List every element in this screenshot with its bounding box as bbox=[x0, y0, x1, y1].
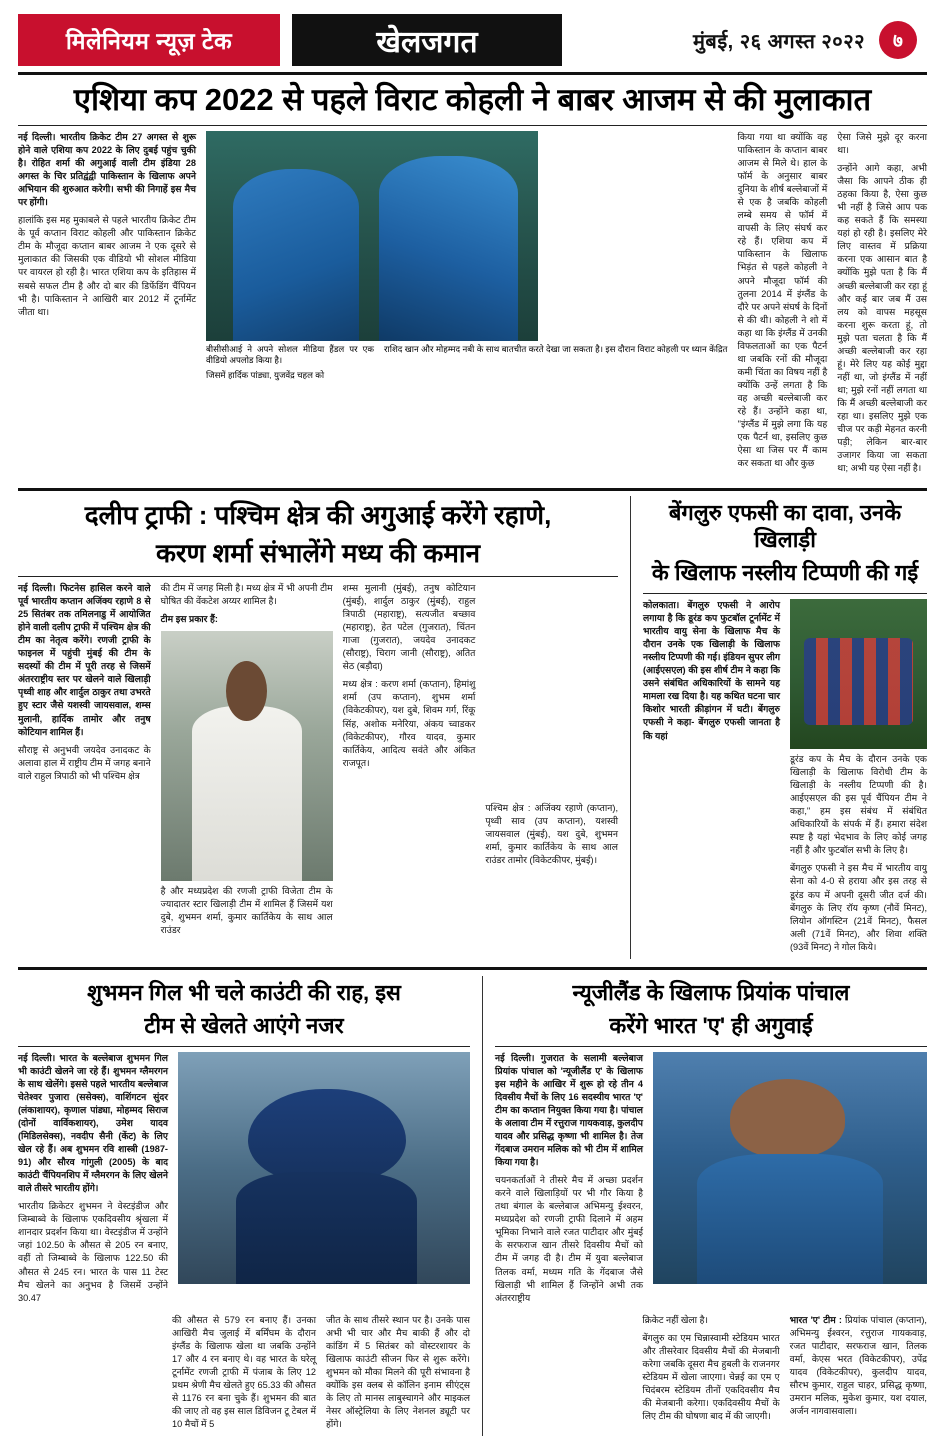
story2-p3: की टीम में जगह मिली है। मध्य क्षेत्र में भी अपनी टीम घोषित की वेंकटेश अय्यर शामिल है। bbox=[160, 582, 333, 606]
brand-logo: मिलेनियम न्यूज़ टेक bbox=[18, 14, 280, 66]
story5-bottom bbox=[495, 1314, 927, 1429]
story3-headline-line2: के खिलाफ नस्लीय टिप्पणी की गई bbox=[651, 560, 919, 586]
story4-photo bbox=[178, 1052, 470, 1284]
story2-column-1 bbox=[18, 582, 151, 942]
story2-p4: है और मध्यप्रदेश की रणजी ट्राफी विजेता टीम के ज्यादातर स्टार खिलाड़ी टीम में शामिल हैं जिसमें यश दुबे, शुभमन शर्मा, कुमार कार्तिकेय के साथ आल राउंडर bbox=[160, 886, 333, 936]
masthead-spacer bbox=[280, 14, 292, 66]
story4-p3: की औसत से 579 रन बनाए हैं। उनका आखिरी मैच जुलाई में बर्मिंघम के दौरान इंग्लैंड के खिलाफ खेला था जबकि उन्होंने 17 और 4 रन बनाए थे। वह भारत के घरेलू टूर्नामेंट रणजी ट्राफी में पंजाब के लिए 12 प्रथम श्रेणी मैच खेलते हुए 65.33 की औसत से 1176 रन बना चुके हैं। शुभमन की बात की जाए तो वह इस साल डिविजन टू टेबल में 10 मैचों में 5 bbox=[172, 1314, 316, 1430]
story5-column-3 bbox=[790, 1314, 927, 1429]
story2-team-heading: टीम इस प्रकार हैं: bbox=[160, 614, 218, 624]
story2-body bbox=[18, 582, 618, 942]
vertical-divider-2 bbox=[482, 976, 483, 1436]
story3-column-2 bbox=[790, 599, 927, 959]
story1-p1: नई दिल्ली। भारतीय क्रिकेट टीम 27 अगस्त से शुरू होने वाले एशिया कप 2022 के लिए दुबई पहुंच चुकी है। रोहित शर्मा की अगुआई वाली टीम इंडिया 28 अगस्त के चिर प्रतिद्वंद्वी पाकिस्तान के खिलाफ अपने अभियान की शुरुआत करेगी। सभी की निगाहें इस मैच पर होंगी। bbox=[18, 131, 196, 208]
story2-headline-line1: दलीप ट्राफी : पश्चिम क्षेत्र की अगुआई करेंगे रहाणे, bbox=[84, 500, 552, 531]
story1-headline: एशिया कप 2022 से पहले विराट कोहली ने बाबर आजम से की मुलाकात bbox=[73, 82, 872, 117]
story2-column-4 bbox=[485, 582, 618, 942]
story1-p2: हालांकि इस मह मुकाबले से पहले भारतीय क्रिकेट टीम के पूर्व कप्तान विराट कोहली और पाकिस्तान क्रिकेट टीम के मौजूदा कप्तान बाबर आजम ने एक दूसरे से मुलाकात की जिसकी एक वीडियो भी सोशल मीडिया पर वायरल हो रही है। भारत एशिया कप के इतिहास में सबसे सफल टीम है और दो बार की डिफेंडिंग चैंपियन भी है। पाकिस्तान ने आखिरी बार 2012 में टूर्नामेंट जीता था। bbox=[18, 215, 196, 317]
story3-rule bbox=[643, 593, 927, 594]
story2-p1: नई दिल्ली। फिटनेस हासिल करने वाले पूर्व भारतीय कप्तान अजिंक्य रहाणे 8 से 25 सितंबर तक तमिलनाडु में आयोजित होने वाली दलीप ट्राफी में पश्चिम क्षेत्र की टीम का नेतृत्व करेंगे। रणजी ट्राफी के फाइनल में पहुंची मुंबई की टीम के सदस्यों की टीम में पूरी तरह से जिसमें अंतरराष्ट्रीय स्तर पर खेलने वाले खिलाड़ी पृथ्वी शाह और शार्दुल ठाकुर तथा उभरते हुए स्टार जैसे यशस्वी जायसवाल, शम्स मुलानी, हार्दिक तामोर और तनुष कोटियान शामिल हैं। bbox=[18, 582, 151, 737]
story3-p2: डूरंड कप के मैच के दौरान उनके एक खिलाड़ी के खिलाफ विरोधी टीम के खिलाड़ी के नस्लीय टिप्पणी की है। आईएसएल की इस पूर्व चैंपियन टीम ने कहा,'' हम इस संबंध में संबंधित अधिकारियों के संपर्क में हैं। हमारा संदेश स्पष्ट है यहां भेदभाव के लिए कोई जगह नहीं है और फुटबॉल सभी के लिए है। bbox=[790, 753, 927, 856]
story2-column-2 bbox=[161, 582, 333, 942]
story2-headline-line2: करण शर्मा संभालेंगे मध्य की कमान bbox=[155, 538, 481, 569]
story5-top bbox=[495, 1052, 927, 1310]
masthead-right bbox=[562, 14, 927, 66]
story4-bottom bbox=[18, 1314, 470, 1436]
story2-p2: सौराष्ट्र से अनुभवी जयदेव उनादकट के अलावा हाल में राष्ट्रीय टीम में जगह बनाने वाले राहुल त्रिपाठी को भी पश्चिम क्षेत्र bbox=[18, 744, 151, 781]
story4-top bbox=[18, 1052, 470, 1310]
story3-p1: कोलकाता। बेंगलुरु एफसी ने आरोप लगाया है कि डूरंड कप फुटबॉल टूर्नामेंट में भारतीय वायु सेना के खिलाफ मैच के दौरान उनके एक खिलाड़ी के खिलाफ नस्लीय टिप्पणी की गई। इंडियन सुपर लीग (आईएसएल) की इस शीर्ष टीम ने कहा कि उसने संबंधित अधिकारियों के सामने यह मामला रख दिया है। यह कथित घटना चार किशोर भारती क्रीड़ांगन में घटी। बेंगलुरु एफसी ने कहा- बेंगलुरु एफसी जानता है कि यहां bbox=[643, 599, 780, 741]
story4-rule bbox=[18, 1046, 470, 1047]
story5-team-heading: भारत 'ए' टीम : bbox=[789, 1314, 842, 1325]
story2-p5: शम्स मुलानी (मुंबई), तनुष कोटियान (मुंबई), शार्दुल ठाकुर (मुंबई), राहुल त्रिपाठी (महाराष्ट्र), सत्यजीत बच्छाव (महाराष्ट्र), हेत पटेल (गुजरात), चिंतन गाजा (गुजरात), जयदेव उनादकट (सौराष्ट्र), चिराग जानी (सौराष्ट्र), अतित सेठ (बड़ौदा) bbox=[342, 582, 476, 672]
story3-body bbox=[643, 599, 927, 959]
story5-photo bbox=[653, 1052, 927, 1284]
divider-1 bbox=[18, 488, 927, 491]
story5-headline-line1: न्यूजीलैंड के खिलाफ प्रियांक पांचाल bbox=[572, 979, 850, 1005]
story3-photo bbox=[790, 599, 927, 749]
story2-rule bbox=[18, 576, 618, 577]
middle-block bbox=[18, 496, 927, 958]
dateline: मुंबई, २६ अगस्त २०२२ bbox=[692, 30, 865, 53]
story1-column-4 bbox=[837, 131, 927, 481]
story5-team-list: प्रियांक पांचाल (कप्तान), अभिमन्यु ईश्वरन, रत्तुराज गायकवाड़, रजत पाटीदार, सरफराज खान, तिलक वर्मा, केएस भरत (विकेटकीपर), उपेंद्र यादव (विकेटकीपर), कुलदीप यादव, सौरभ कुमार, राहुल चाहर, प्रसिद्ध कृष्णा, उमरान मलिक, मुकेश कुमार, यश दयाल, अर्जन नागवासवाला। bbox=[789, 1314, 927, 1417]
story1-right-columns bbox=[737, 131, 927, 481]
story2-column-3 bbox=[343, 582, 476, 942]
story4-column-3 bbox=[326, 1314, 470, 1436]
divider-2 bbox=[18, 967, 927, 970]
story5-p3: क्रिकेट नहीं खेला है। bbox=[642, 1314, 708, 1325]
story5-p2: चयनकर्ताओं ने तीसरे मैच में अच्छा प्रदर्शन करने वाले खिलाड़ियों पर भी गौर किया है तथा बंगाल के बल्लेबाज अभिमन्यु ईश्वरन, मध्यप्रदेश को रणजी ट्राफी दिलाने में अहम भूमिका निभाने वाले रजत पाटीदार और मुंबई के सरफराज खान तीसरे दिवसीय मैचों को टीम में जगह दी है। टीम में युवा बल्लेबाज तिलक वर्मा, मध्यम गति के गेंदबाज जैसे खिलाड़ी भी शामिल हैं जिन्होंने अभी तक अंतरराष्ट्रीय bbox=[495, 1175, 643, 1303]
bottom-block bbox=[18, 976, 927, 1436]
story5-headline-line2: करेंगे भारत 'ए' ही अगुवाई bbox=[609, 1012, 813, 1038]
story5-column-1 bbox=[495, 1052, 643, 1310]
story1-caption-extra: जिसमें हार्दिक पांड्या, युजवेंद्र चहल को bbox=[206, 370, 325, 380]
page-number-badge: ७ bbox=[879, 21, 917, 59]
story2 bbox=[18, 496, 618, 958]
story1-column-1 bbox=[18, 131, 196, 481]
vertical-divider-1 bbox=[630, 496, 631, 958]
story5-p4: बेंगलुरु का एम चिन्नास्वामी स्टेडियम भारत और तीसरेवार दिवसीय मैचों की मेजबानी करेगा जबकि दूसरा मैच हुबली के राजनगर स्टेडियम में खेला जाएगा। चेन्नई का एम ए चिदंबरम स्टेडियम तीनों एकदिवसीय मैच की मेजबानी करेगा। एकदिवसीय मैचों के लिए टीम की घोषणा बाद में की जाएगी। bbox=[642, 1332, 780, 1422]
story4 bbox=[18, 976, 470, 1436]
story2-p6: मध्य क्षेत्र : करण शर्मा (कप्तान), हिमांशु शर्मा (उप कप्तान), शुभम शर्मा (विकेटकीपर), यश दुबे, शिवम गर्ग, रिंकू सिंह, अशोक मनेरिया, अंकय च्वाडकर (विकेटकीपर), गौरव यादव, कुमार कार्तिकेय, आदित्य सवंते और अंकित राजपूत। bbox=[342, 679, 476, 768]
story4-p2: भारतीय क्रिकेटर शुभमन ने वेस्टइंडीज और जिम्बाब्वे के खिलाफ एकदिवसीय श्रृंखला में शानदार प्रदर्शन किया था। वेस्टइंडीज में उन्होंने जहां 102.50 के औसत से 205 रन बनाए, वहीं तो जिम्बाब्वे के खिलाफ 122.50 की औसत से 245 रन। भारत के पास 11 टेस्ट मैच खेलने का अनुभव है जिसमें उन्होंने 30.47 bbox=[18, 1201, 168, 1303]
section-title: खेलजगत bbox=[292, 14, 562, 66]
story2-p7: पश्चिम क्षेत्र : अजिंक्य रहाणे (कप्तान), पृथ्वी साव (उप कप्तान), यशस्वी जायसवाल (मुंबई), यश दुबे, शुभमन शर्मा, कुमार कार्तिकेय के साथ आल राउंडर तामोर (विकेटकीपर, मुंबई)। bbox=[485, 802, 619, 866]
story1-p3: किया गया था क्योंकि वह पाकिस्तान के कप्तान बाबर आजम से मिले थे। हाल के फॉर्म के अनुसार बाबर दुनिया के शीर्ष बल्लेबाजों में से एक है जबकि कोहली लम्बे समय से फॉर्म में वापसी के लिए संघर्ष कर रहे हैं। एशिया कप में पाकिस्तान के खिलाफ भिड़ंत से पहले कोहली ने अपने मौजूदा फॉर्म की तुलना 2014 में इंग्लैंड के दौरे पर अपने संघर्ष के दिनों से की थी। कोहली ने शो में कहा था कि इंग्लैंड में उनकी विफलताओं का एक पैटर्न था जबकि रनों की मौजूदा कमी चिंता का विषय नहीं है क्योंकि उन्हें लगता है कि वह अच्छी बल्लेबाजी कर रहे हैं। उन्होंने कहा था, ''इंग्लैंड में मुझे लगा कि यह एक पैटर्न था, इसलिए कुछ ऐसा था जिस पर मैं काम कर सकता था और कुछ bbox=[737, 131, 828, 469]
story3-headline-line1: बेंगलुरु एफसी का दावा, उनके खिलाड़ी bbox=[668, 500, 902, 553]
story3 bbox=[643, 496, 927, 958]
story4-column-1 bbox=[18, 1052, 168, 1310]
story5-rule bbox=[495, 1046, 927, 1047]
story5-column-2 bbox=[642, 1314, 779, 1429]
story4-p1: नई दिल्ली। भारत के बल्लेबाज शुभमन गिल भी काउंटी खेलने जा रहे हैं। शुभमन ग्लैमरगन के साथ खेलेंगे। इससे पहले भारतीय बल्लेबाज चेतेश्वर पुजारा (ससेक्स), वाशिंगटन सुंदर (लंकाशायर), कृणाल पांड्या, मोहम्मद सिराज (दोनों वार्विकशायर), उमेश यादव (मिडिलसेक्स), नवदीप सैनी (केंट) के लिए खेल रहे हैं। अब शुभमन रवि शास्त्री (1987-91) और सौरव गांगुली (2005) के बाद काउंटी चैंपियनशिप में ग्लैमरगन के लिए खेलने वाले तीसरे भारतीय होंगे। bbox=[18, 1052, 168, 1194]
story3-p3: बेंगलुरु एफसी ने इस मैच में भारतीय वायु सेना को 4-0 से हराया और इस तरह से डूरंड कप में अपनी दूसरी जीत दर्ज की। बेंगलुरु के लिए रॉय कृष्ण (नौवें मिनट), लियोन ऑगस्टिन (21वें मिनट), फैसल अली (71वें मिनट), और शिवा शक्ति (93वें मिनट) ने गोल किये। bbox=[790, 863, 927, 952]
story2-photo bbox=[161, 631, 333, 881]
story3-column-1 bbox=[643, 599, 780, 959]
story1-body bbox=[18, 131, 927, 481]
story4-headline-line2: टीम से खेलते आएंगे नजर bbox=[144, 1012, 344, 1038]
story5 bbox=[495, 976, 927, 1436]
story1-column-3 bbox=[737, 131, 827, 481]
story1-caption-right: राशिद खान और मोहम्मद नबी के साथ बातचीत करते देखा जा सकता है। इस दौरान विराट कोहली पर ध्यान केंद्रित bbox=[384, 343, 728, 354]
story1-p5: उन्होंने आगे कहा, अभी जैसा कि आपने ठीक ही ठहका किया है, ऐसा कुछ भी नहीं है जिसे आप पक कह सकते हैं कि समस्या यहां हो रही है। इसलिए मेरे लिए वास्तव में प्रक्रिया करना एक आसान बात है क्योंकि मुझे पता है कि मैं अच्छी बल्लेबाजी कर रहा हूं और कई बार जब मैं उस लय को वापस महसूस करना शुरू करता हूं, तो मुझे पता चलता है कि मैं अच्छी बल्लेबाजी कर रहा हूं। मेरे लिए यह कोई मुद्दा नहीं था, जो इंग्लैंड में नहीं था; मुझे रनों नहीं लगता था कि मैं अच्छी बल्लेबाजी कर रहा था। इसलिए मुझे एक चीज पर कड़ी मेहनत करनी पड़ी; लेकिन बार-बार उजागर किया जा सकता था; अभी यह ऐसा नहीं है। bbox=[837, 162, 928, 474]
story1-caption-left: बीसीसीआई ने अपने सोशल मीडिया हैंडल पर एक वीडियो अपलोड किया है। bbox=[206, 343, 374, 366]
story4-headline-line1: शुभमन गिल भी चले काउंटी की राह, इस bbox=[87, 979, 401, 1005]
story4-column-2 bbox=[172, 1314, 316, 1436]
story1-p4: ऐसा जिसे मुझे दूर करना था। bbox=[837, 131, 928, 155]
story4-p4: जीत के साथ तीसरे स्थान पर है। उनके पास अभी भी चार और मैच बाकी हैं और दो कांडिंग में 5 सितंबर को वोस्टरशायर के खिलाफ काउंटी सीजन फिर से शुरू करेंगे। शुभमन को मौका मिलने की पूरी संभावना है क्योंकि इस क्लब से कॉलिन इनाम सीएंट्स के लिए तो मानस लाबुस्चागने और माइकल नेसर ऑस्ट्रेलिया के लिए नेशनल ड्यूटी पर होंगे। bbox=[326, 1314, 470, 1430]
story1-photo bbox=[206, 131, 538, 341]
masthead-rule bbox=[18, 72, 927, 75]
story1-photo-wrap bbox=[206, 131, 727, 481]
story1-rule bbox=[18, 125, 927, 126]
story3-column-2-text bbox=[790, 753, 927, 954]
masthead bbox=[18, 14, 927, 66]
story5-p1: नई दिल्ली। गुजरात के सलामी बल्लेबाज प्रियांक पांचाल को 'न्यूजीलैंड ए' के खिलाफ इस महीने के आखिर में शुरू हो रहे तीन 4 दिवसीय मैचों के लिए 16 सदस्यीय भारत 'ए' टीम का कप्तान नियुक्त किया गया है। पांचाल के अलावा टीम में रत्तुराज गायकवाड़, कुलदीप यादव और प्रसिद्ध कृष्णा भी शामिल है। तेज गेंदबाज उमरान मलिक को भी टीम में शामिल किया गया है। bbox=[495, 1052, 643, 1168]
